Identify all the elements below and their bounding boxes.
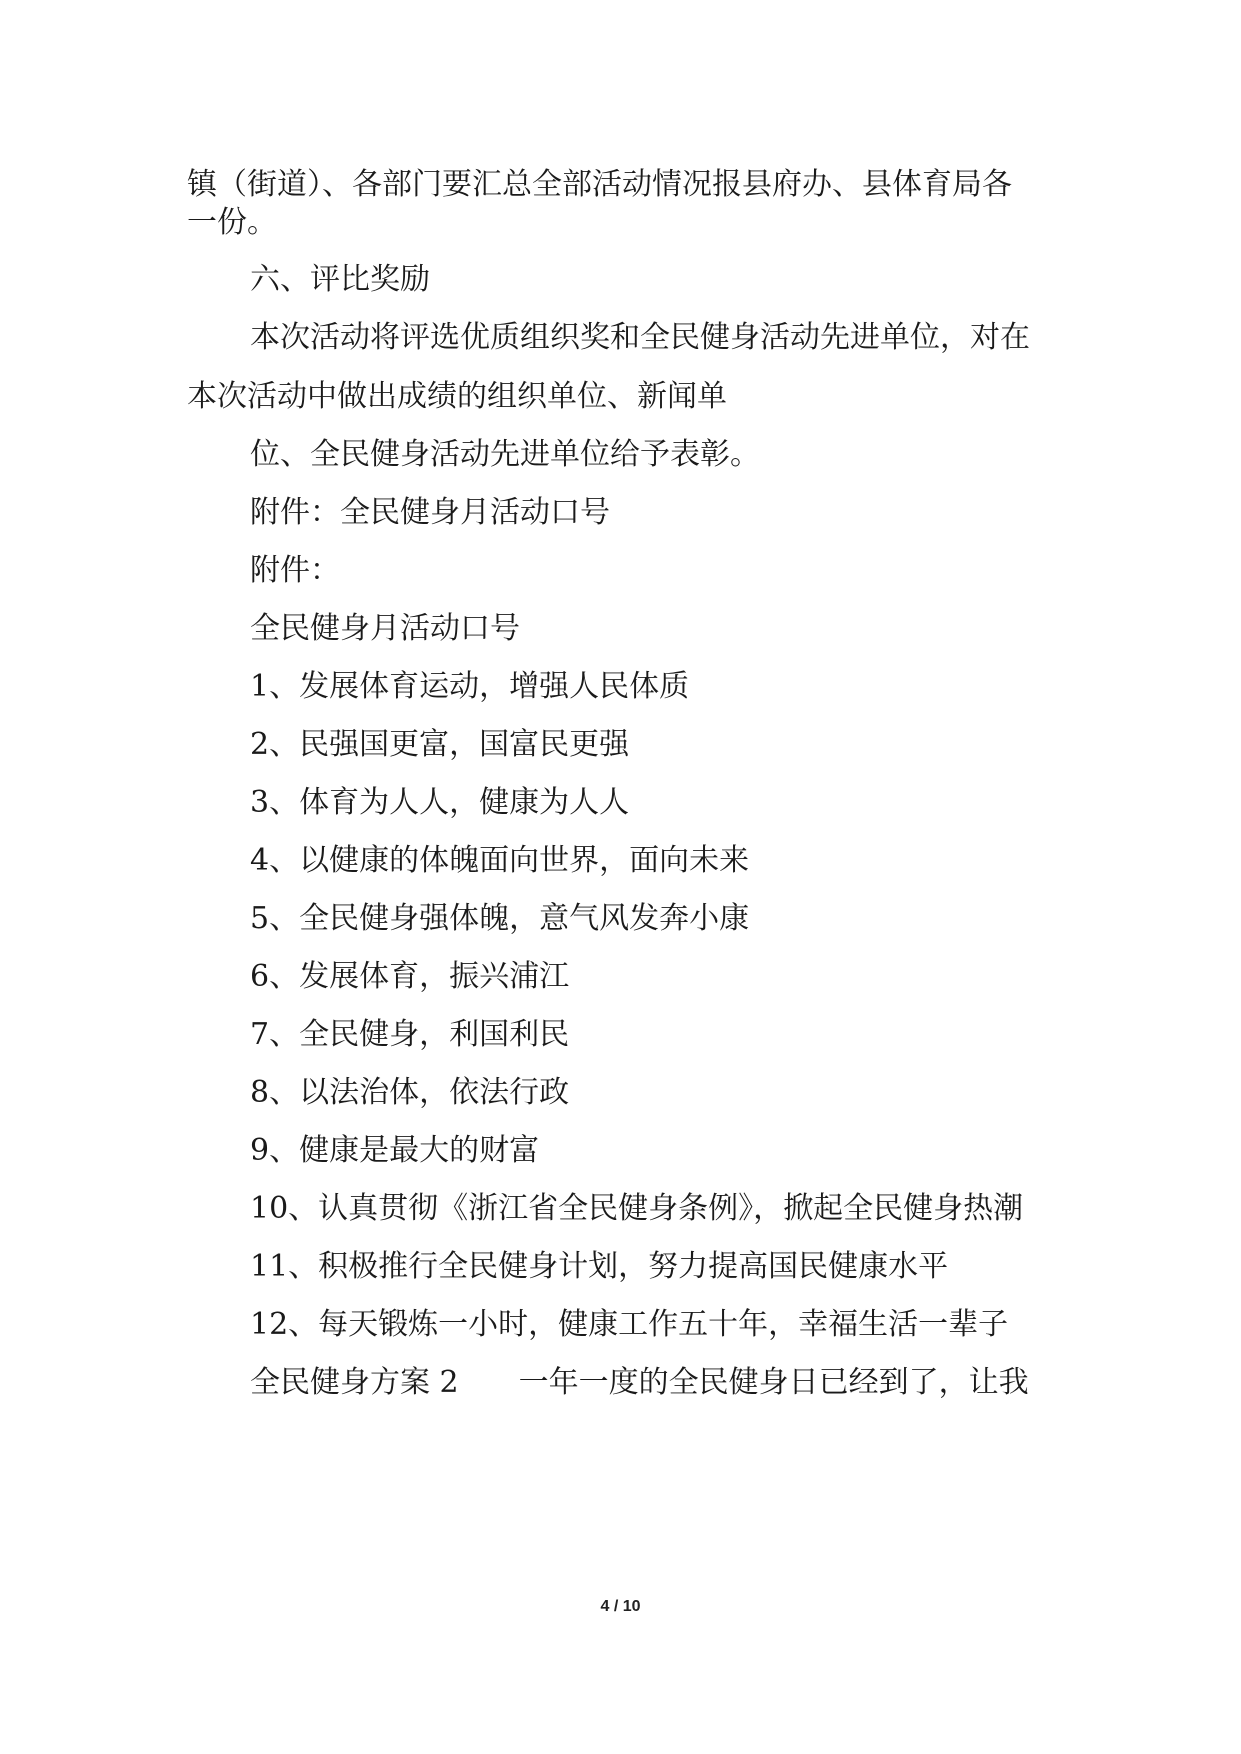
paragraph-line: 全民健身方案 2 一年一度的全民健身日已经到了，让我 [250,1365,1029,1400]
slogan-item: 8、以法治体，依法行政 [250,1075,570,1110]
paragraph-line: 本次活动中做出成绩的组织单位、新闻单 [187,379,727,414]
attachment-reference: 附件：全民健身月活动口号 [250,495,610,530]
slogan-item: 2、民强国更富，国富民更强 [250,727,630,762]
slogan-list-title: 全民健身月活动口号 [250,611,520,646]
slogan-item: 6、发展体育，振兴浦江 [250,959,570,994]
slogan-item: 12、每天锻炼一小时，健康工作五十年，幸福生活一辈子 [250,1307,1009,1342]
slogan-item: 5、全民健身强体魄，意气风发奔小康 [250,901,750,936]
slogan-item: 3、体育为人人，健康为人人 [250,785,630,820]
page-number: 4 / 10 [600,1598,641,1615]
attachment-label: 附件： [250,553,340,588]
paragraph-line: 位、全民健身活动先进单位给予表彰。 [250,437,760,472]
slogan-item: 9、健康是最大的财富 [250,1133,540,1168]
slogan-item: 10、认真贯彻《浙江省全民健身条例》，掀起全民健身热潮 [250,1191,1024,1226]
section-heading: 六、评比奖励 [250,262,430,297]
slogan-item: 7、全民健身，利国利民 [250,1017,570,1052]
paragraph-line: 一份。 [187,205,277,240]
paragraph-line: 本次活动将评选优质组织奖和全民健身活动先进单位，对在 [250,320,1030,355]
slogan-item: 1、发展体育运动，增强人民体质 [250,669,690,704]
slogan-item: 11、积极推行全民健身计划，努力提高国民健康水平 [250,1249,949,1284]
slogan-item: 4、以健康的体魄面向世界，面向未来 [250,843,750,878]
paragraph-line: 镇（街道）、各部门要汇总全部活动情况报县府办、县体育局各 [187,167,1012,202]
